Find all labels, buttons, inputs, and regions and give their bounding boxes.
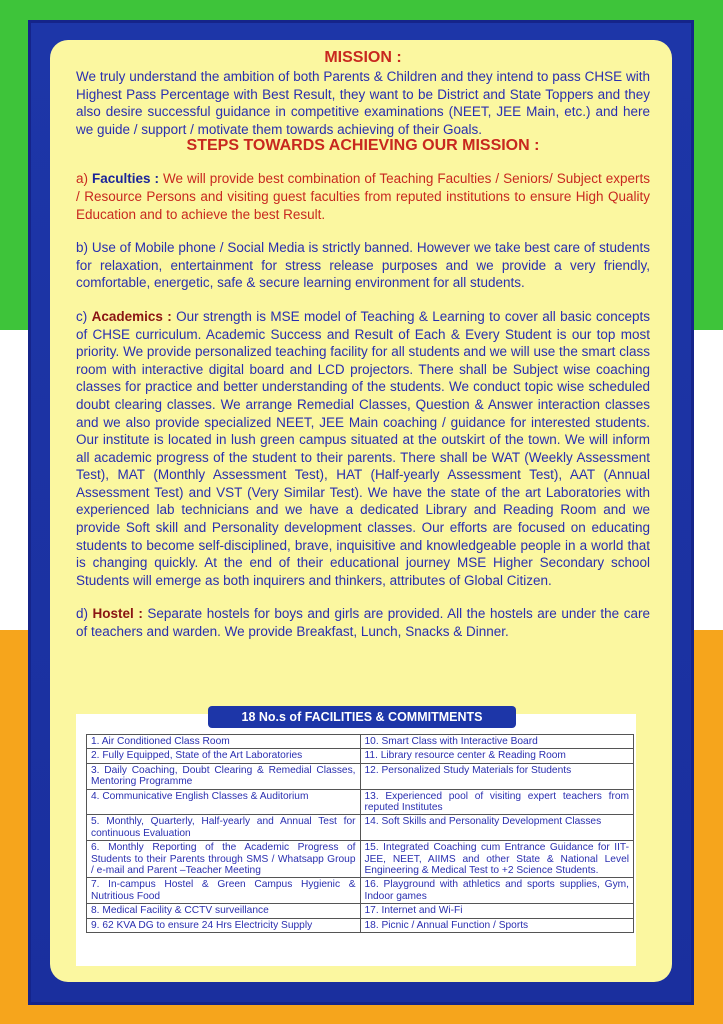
table-row (87, 904, 634, 918)
facilities-table (86, 734, 634, 933)
step-c-prefix: c) (76, 308, 92, 324)
step-c-paragraph (76, 308, 650, 590)
facilities-box (76, 710, 636, 966)
step-d-text: Separate hostels for boys and girls are provided. All the hostels are under the care of teachers and warden. We provide Breakfast, Lunch, Snacks & Dinner. (76, 606, 650, 640)
main-content (76, 48, 650, 657)
mission-text: We truly understand the ambition of both Parents & Children and they intend to pass CHSE with Highest Pass Percentage with Best Result, they want to be District and State Toppers and they also desire successful guidance in competitive examinations (NEET, JEE Main, etc.) and here we guide / support / motivate them towards achieving of their Goals. (76, 69, 650, 137)
table-row (87, 749, 634, 763)
table-row (87, 841, 634, 878)
step-a-prefix: a) (76, 171, 93, 187)
facility-item: 10. Smart Class with Interactive Board (360, 735, 634, 749)
table-row (87, 878, 634, 904)
facility-item: 1. Air Conditioned Class Room (87, 735, 361, 749)
step-d-paragraph (76, 605, 650, 640)
step-d-lead: Hostel : (92, 606, 143, 622)
facility-item: 18. Picnic / Annual Function / Sports (360, 918, 634, 932)
step-c-text: Our strength is MSE model of Teaching & Learning to cover all basic concepts of CHSE curriculum. Academic Success and Result of Each & Every Student is our top most priority. We provide personalized teaching facility for all students and we will use the smart class room with interactive digital board and LCD projectors. There shall be Subject wise coaching classes for practice and better understanding of the students. We conduct topic wise scheduled doubt clearing classes. We arrange Remedial Classes, Question & Answer interaction classes and we also provide specialized NEET, JEE Main coaching / guidance for interested students. Our institute is located in lush green campus situated at the outskirt of the town. We will inform all academic progress of the student to their parents. There shall be WAT (Weekly Assessment Test), MAT (Monthly Assessment Test), HAT (Half-yearly Assessment Test), AAT (Annual Assessment Test) and VST (Very Similar Test). We have the state of the art Laboratories with experienced lab technicians and we have a dedicated Library and Reading Room and we provide Soft skill and Personality development classes. Our efforts are focused on educating students to become self-disciplined, brave, inquisitive and knowledgeable people in a world that is changing quickly. At the end of their educational journey MSE Higher Secondary school Students will emerge as both inquirers and thinkers, attributes of Global Citizen. (76, 308, 650, 588)
facilities-title: 18 No.s of FACILITIES & COMMITMENTS (208, 706, 516, 728)
facility-item: 5. Monthly, Quarterly, Half-yearly and Annual Test for continuous Evaluation (87, 815, 361, 841)
step-c-lead: Academics : (91, 308, 172, 324)
facility-item: 6. Monthly Reporting of the Academic Progress of Students to their Parents through SMS / Whatsapp Group / e-mail and Parent –Teacher Meeting (87, 841, 361, 878)
step-a-text: We will provide best combination of Teaching Faculties / Seniors/ Subject experts / Resource Persons and visiting guest faculties from reputed institutions to ensure High Quality Education and to achieve the best Result. (76, 171, 650, 222)
facility-item: 12. Personalized Study Materials for Students (360, 763, 634, 789)
mission-heading: MISSION : (324, 49, 402, 66)
step-d-prefix: d) (76, 606, 93, 622)
facility-item: 3. Daily Coaching, Doubt Clearing & Remedial Classes, Mentoring Programme (87, 763, 361, 789)
step-b-paragraph: b) Use of Mobile phone / Social Media is strictly banned. However we take best care of students for relaxation, entertainment for stress release purposes and we provide a very friendly, comfortable, energetic, safe & secure learning environment for all students. (76, 240, 650, 291)
step-a-lead: Faculties : (92, 171, 160, 187)
facility-item: 7. In-campus Hostel & Green Campus Hygienic & Nutritious Food (87, 878, 361, 904)
table-row (87, 735, 634, 749)
facility-item: 14. Soft Skills and Personality Development Classes (360, 815, 634, 841)
steps-heading: STEPS TOWARDS ACHIEVING OUR MISSION : (186, 137, 540, 155)
facility-item: 15. Integrated Coaching cum Entrance Guidance for IIT-JEE, NEET, AIIMS and other State & National Level Engineering & Medical Test to +2 Science Students. (360, 841, 634, 878)
facility-item: 4. Communicative English Classes & Auditorium (87, 789, 361, 815)
step-a-paragraph (76, 170, 650, 223)
facility-item: 8. Medical Facility & CCTV surveillance (87, 904, 361, 918)
facility-item: 9. 62 KVA DG to ensure 24 Hrs Electricity Supply (87, 918, 361, 932)
table-row (87, 763, 634, 789)
facility-item: 17. Internet and Wi-Fi (360, 904, 634, 918)
facility-item: 13. Experienced pool of visiting expert teachers from reputed Institutes (360, 789, 634, 815)
table-row (87, 918, 634, 932)
facility-item: 16. Playground with athletics and sports supplies, Gym, Indoor games (360, 878, 634, 904)
table-row (87, 789, 634, 815)
facility-item: 11. Library resource center & Reading Room (360, 749, 634, 763)
facility-item: 2. Fully Equipped, State of the Art Laboratories (87, 749, 361, 763)
table-row (87, 815, 634, 841)
